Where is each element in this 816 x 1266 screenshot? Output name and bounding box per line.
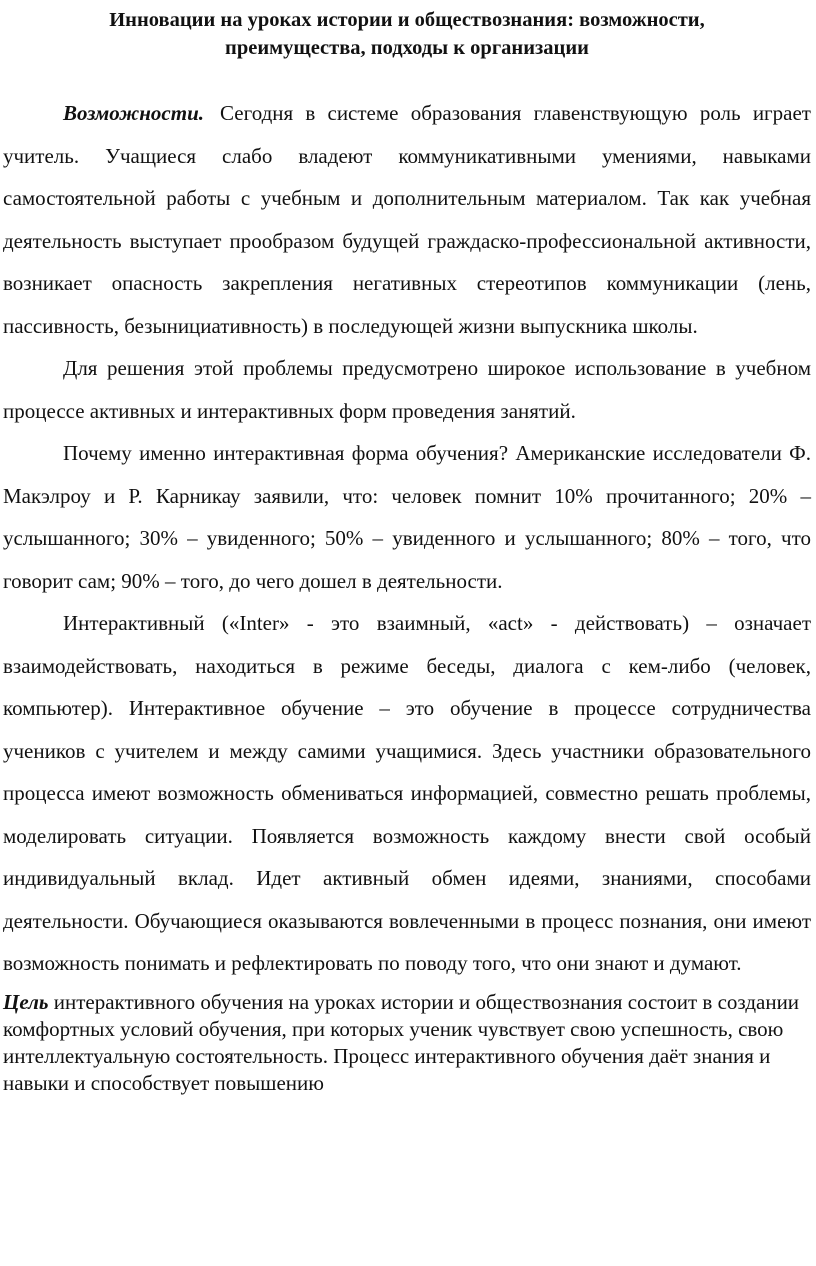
paragraph-text: Для решения этой проблемы предусмотрено широкое использование в учебном процессе активных и интерактивных форм проведения занятий. — [3, 356, 811, 423]
paragraph-why-interactive — [3, 432, 811, 602]
paragraph-lead-goal: Цель — [3, 989, 49, 1014]
goal-section — [3, 989, 811, 1097]
paragraph-interactive-definition — [3, 602, 811, 985]
document-title — [3, 6, 811, 62]
title-line-2: преимущества, подходы к организации — [225, 37, 589, 59]
paragraph-text: Интерактивный («Inter» - это взаимный, «act» - действовать) – означает взаимодействовать, находиться в режиме беседы, диалога с кем-либо (человек, компьютер). Интерактивное обучение – это обучение в процессе сотрудничества учеников с учителем и между самими учащимися. Здесь участники образовательного процесса имеют возможность обмениваться информацией, совместно решать проблемы, моделировать ситуации. Появляется возможность каждому внести свой особый индивидуальный вклад. Идет активный обмен идеями, знаниями, способами деятельности. Обучающиеся оказываются вовлеченными в процесс познания, они имеют возможность понимать и рефлектировать по поводу того, что они знают и думают. — [3, 611, 811, 975]
paragraph-solution — [3, 347, 811, 432]
paragraph-possibilities — [3, 92, 811, 347]
paragraph-goal — [3, 989, 811, 1097]
paragraph-lead-possibilities: Возможности. — [63, 101, 205, 125]
paragraph-text: Сегодня в системе образования главенствующую роль играет учитель. Учащиеся слабо владеют коммуникативными умениями, навыками самостоятельной работы с учебным и дополнительным материалом. Так как учебная деятельность выступает прообразом будущей граждаско-профессиональной активности, возникает опасность закрепления негативных стереотипов коммуникации (лень, пассивность, безынициативность) в последующей жизни выпускника школы. — [3, 101, 811, 338]
paragraph-text: интерактивного обучения на уроках истории и обществознания состоит в создании комфортных условий обучения, при которых ученик чувствует свою успешность, свою интеллектуальную состоятельность. Процесс интерактивного обучения даёт знания и навыки и способствует повышению — [3, 989, 800, 1095]
main-text — [3, 92, 811, 985]
paragraph-text: Почему именно интерактивная форма обучения? Американские исследователи Ф. Макэлроу и Р. Карникау заявили, что: человек помнит 10% прочитанного; 20% – услышанного; 30% – увиденного; 50% – увиденного и услышанного; 80% – того, что говорит сам; 90% – того, до чего дошел в деятельности. — [3, 441, 811, 593]
title-line-1: Инновации на уроках истории и обществознания: возможности, — [109, 9, 705, 31]
